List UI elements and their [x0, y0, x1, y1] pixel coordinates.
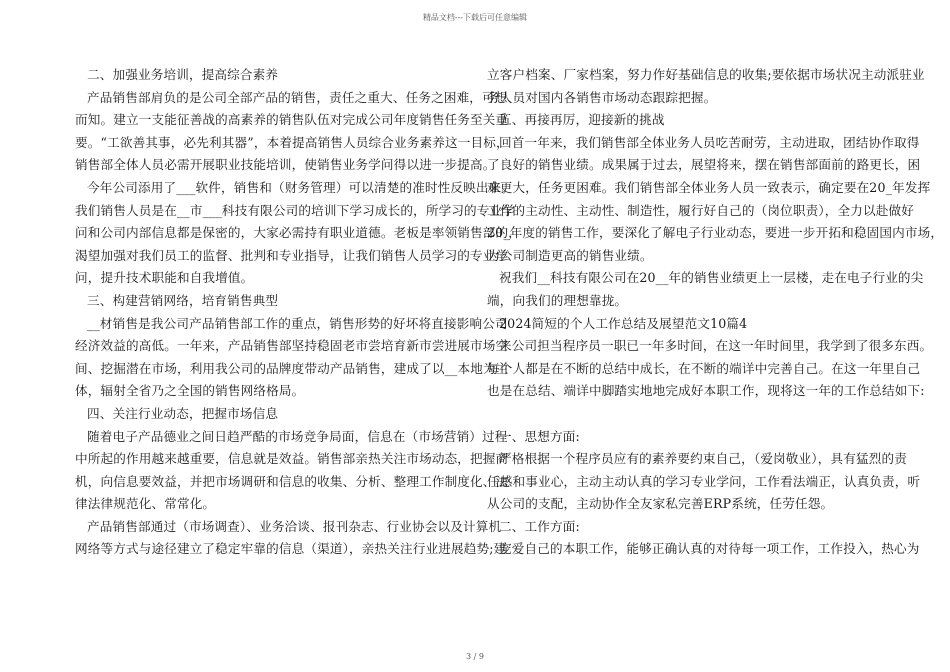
- text-line: 工作的主动性、主动性、制造性，履行好自己的（岗位职责），全力以赴做好: [487, 202, 914, 218]
- left-column: [75, 64, 522, 561]
- text-line: 中所起的作用越来越重要，信息就是效益。销售部亲热关注市场动态，把握商: [75, 451, 509, 467]
- text-line: 祝我们__科技有限公司在20__年的销售业绩更上一层楼，走在电子行业的尖: [499, 270, 924, 286]
- text-line: 渴望加强对我们员工的监督、批判和专业指导，让我们销售人员学习的专业学: [75, 247, 509, 263]
- text-line: 务人员对国内各销售市场动态跟踪把握。: [487, 89, 717, 105]
- text-line: 问，提升技术职能和自我增值。: [75, 270, 254, 286]
- page-number: 3 / 9: [466, 652, 484, 661]
- text-line: 产品销售部肩负的是公司全部产品的销售，责任之重大、任务之困难，可想: [87, 89, 508, 105]
- text-line: 2024简短的个人工作总结及展望范文10篇4: [499, 315, 748, 331]
- text-line: 回首一年来，我们销售部全体业务人员吃苦耐劳，主动进取，团结协作取得: [499, 134, 920, 150]
- text-line: 网络等方式与途径建立了稳定牢靠的信息（渠道），亲热关注行业进展趋势;建: [75, 541, 507, 557]
- text-line: 20_年度的销售工作，要深化了解电子行业动态，要进一步开拓和稳固国内市场，: [487, 225, 944, 241]
- text-line: 严格根据一个程序员应有的素养要约束自己，（爱岗敬业），具有猛烈的责: [499, 451, 907, 467]
- text-line: 今年公司添用了___软件，销售和（财务管理）可以清楚的准时性反映出来。: [87, 179, 515, 195]
- text-line: 二、工作方面:: [499, 518, 580, 534]
- text-line: 了良好的销售业绩。成果属于过去，展望将来，摆在销售部面前的路更长，困: [487, 157, 921, 173]
- text-line: 产品销售部通过（市场调查）、业务洽谈、报刊杂志、行业协会以及计算机: [87, 518, 502, 534]
- right-column: [487, 64, 944, 561]
- text-line: 经济效益的高低。一年来，产品销售部坚持稳固老市尝培育新市尝进展市场空: [75, 338, 509, 354]
- text-line: 问和公司内部信息都是保密的，大家必需持有职业道德。老板是率领销售部的，: [75, 225, 522, 241]
- text-line: 随着电子产品德业之间日趋严酷的市场竞争局面，信息在（市场营销）过程: [87, 428, 508, 444]
- text-line: 任感和事业心，主动主动认真的学习专业学问，工作看法端正，认真负责，听: [487, 473, 921, 489]
- text-line: 每个人都是在不断的总结中成长，在不断的端详中完善自己。在这一年里自己: [487, 360, 921, 376]
- text-line: 二、加强业务培训，提高综合素养: [87, 67, 279, 82]
- text-line: 也是在总结、端详中脚踏实地地完成好本职工作，现将这一年的工作总结如下:: [487, 383, 925, 399]
- text-line: __材销售是我公司产品销售部工作的重点，销售形势的好坏将直接影响公司: [87, 315, 508, 331]
- text-line: 五、再接再厉，迎接新的挑战: [499, 112, 665, 128]
- text-line: 立客户档案、厂家档案，努力作好基础信息的收集;要依据市场状况主动派驻业: [487, 67, 925, 82]
- text-line: 一、思想方面:: [499, 428, 580, 444]
- text-line: 宠爱自己的本职工作，能够正确认真的对待每一项工作，工作投入，热心为: [499, 541, 920, 557]
- text-line: 间、挖掘潜在市场，利用我公司的品牌度带动产品销售，建成了以__本地为主: [75, 360, 509, 376]
- text-line: 难更大，任务更困难。我们销售部全体业务人员一致表示，确定要在20_年发挥: [487, 179, 931, 195]
- text-line: 四、关注行业动态，把握市场信息: [87, 405, 279, 421]
- blank-line: [487, 403, 867, 426]
- text-line: 律法律规范化、常常化。: [75, 496, 216, 512]
- text-line: 我们销售人员是在__市___科技有限公司的培训下学习成长的，所学习的专业学: [75, 202, 516, 218]
- text-line: 机，向信息要效益，并把市场调研和信息的收集、分析、整理工作制度化、法: [75, 473, 509, 489]
- page-header: 精品文档---下载后可任意编辑: [422, 13, 528, 22]
- text-line: 而知。建立一支能征善战的高素养的销售队伍对完成公司年度销售任务至关重: [75, 112, 509, 128]
- text-line: 要。“工欲善其事，必先利其器”，本着提高销售人员综合业务素养这一目标，: [75, 134, 509, 150]
- text-line: 销售部全体人员必需开展职业技能培训，使销售业务学问得以进一步提高。: [75, 157, 496, 173]
- text-line: 从公司的支配，主动协作全友家私完善ERP系统，任劳任怨。: [487, 496, 834, 512]
- text-line: 三、构建营销网络，培育销售典型: [87, 292, 279, 308]
- text-line: 为公司制造更高的销售业绩。: [487, 247, 653, 263]
- text-line: 来公司担当程序员一职已一年多时间，在这一年时间里，我学到了很多东西。: [499, 338, 933, 354]
- text-line: 端，向我们的理想靠拢。: [487, 292, 628, 308]
- text-line: 体，辐射全省乃之全国的销售网络格局。: [75, 383, 305, 399]
